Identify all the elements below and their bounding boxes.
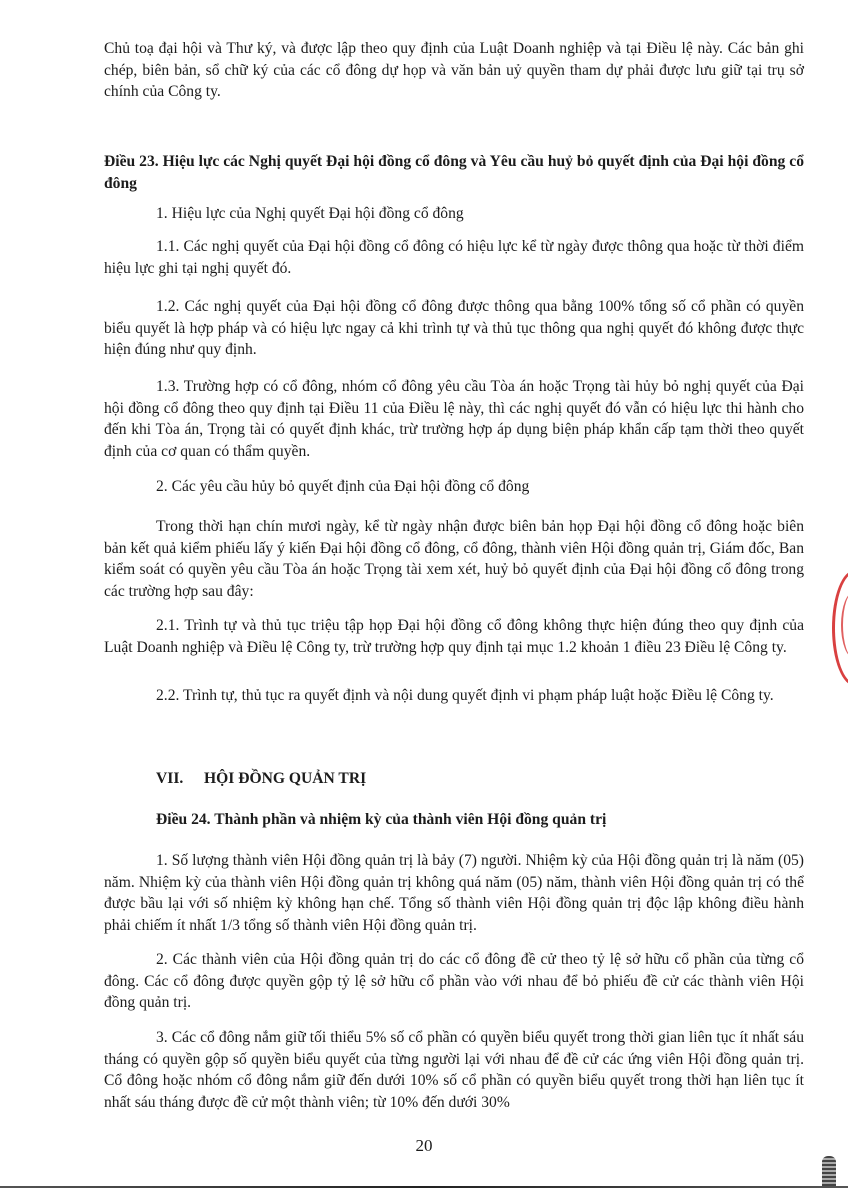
- page-number: 20: [415, 1136, 433, 1155]
- intro-paragraph: Chủ toạ đại hội và Thư ký, và được lập theo quy định của Luật Doanh nghiệp và tại Điều lệ này. Các bản ghi chép, biên bản, sổ chữ ký của các cổ đông dự họp và văn bản uỷ quyền tham dự phải được lưu giữ tại trụ sở chính của Công ty.: [104, 40, 804, 100]
- article-23-item-1: 1. Hiệu lực của Nghị quyết Đại hội đồng cổ đông: [156, 205, 464, 222]
- article-23-item-2: 2. Các yêu cầu hủy bỏ quyết định của Đại hội đồng cổ đông: [156, 478, 530, 495]
- article-23-item-1-2: 1.2. Các nghị quyết của Đại hội đồng cổ đông được thông qua bằng 100% tổng số cổ phần có quyền biểu quyết là hợp pháp và có hiệu lực ngay cả khi trình tự và thủ tục thông qua nghị quyết đó không được thực hiện đúng như quy định.: [104, 298, 804, 358]
- scan-corner-mark: [822, 1156, 836, 1186]
- article-24-item-3: 3. Các cổ đông nắm giữ tối thiểu 5% số cổ phần có quyền biểu quyết trong thời gian liên tục ít nhất sáu tháng có quyền gộp số quyền biểu quyết của từng người lại với nhau để đề cử các ứng viên Hội đồng quản trị. Cổ đông hoặc nhóm cổ đông nắm giữ đến dưới 10% số cổ phần có quyền biểu quyết trong thời hạn liên tục ít nhất sáu tháng được đề cử một thành viên; từ 10% đến dưới 30%: [104, 1029, 804, 1111]
- article-23-item-2-intro: Trong thời hạn chín mươi ngày, kể từ ngày nhận được biên bản họp Đại hội đồng cổ đông hoặc biên bản kết quả kiểm phiếu lấy ý kiến Đại hội đồng cổ đông, cổ đông, thành viên Hội đồng quản trị, Giám đốc, Ban kiểm soát có quyền yêu cầu Tòa án hoặc Trọng tài xem xét, huỷ bỏ quyết định của Đại hội đồng cổ đông trong các trường hợp sau đây:: [104, 518, 804, 600]
- section-vii-heading: [104, 768, 804, 790]
- section-title: HỘI ĐỒNG QUẢN TRỊ: [204, 770, 367, 787]
- article-24-item-1: 1. Số lượng thành viên Hội đồng quản trị là bảy (7) người. Nhiệm kỳ của Hội đồng quản trị là năm (05) năm. Nhiệm kỳ của thành viên Hội đồng quản trị không quá năm (05) năm, thành viên Hội đồng quản trị có thể được bầu lại với số nhiệm kỳ không hạn chế. Tổng số thành viên Hội đồng quản trị độc lập không điều hành phải chiếm ít nhất 1/3 tổng số thành viên Hội đồng quản trị.: [104, 852, 804, 934]
- section-number: VII.: [156, 770, 184, 787]
- article-23-item-2-2: 2.2. Trình tự, thủ tục ra quyết định và nội dung quyết định vi phạm pháp luật hoặc Điều lệ Công ty.: [156, 687, 774, 704]
- article-23-item-1-3: 1.3. Trường hợp có cổ đông, nhóm cổ đông yêu cầu Tòa án hoặc Trọng tài hủy bỏ nghị quyết của Đại hội đồng cổ đông theo quy định tại Điều 11 của Điều lệ này, thì các nghị quyết đó vẫn có hiệu lực thi hành cho đến khi Tòa án, Trọng tài có quyết định khác, trừ trường hợp áp dụng biện pháp khẩn cấp tạm thời theo quyết định của cơ quan có thẩm quyền.: [104, 378, 804, 460]
- article-23-item-2-1: 2.1. Trình tự và thủ tục triệu tập họp Đại hội đồng cổ đông không thực hiện đúng theo quy định của Luật Doanh nghiệp và Điều lệ Công ty, trừ trường hợp quy định tại mục 1.2 khoản 1 điều 23 Điều lệ Công ty.: [104, 617, 804, 656]
- article-24-item-2: 2. Các thành viên của Hội đồng quản trị do các cổ đông đề cử theo tỷ lệ sở hữu cổ phần của từng cổ đông. Các cổ đông được quyền gộp tỷ lệ sở hữu cổ phần vào với nhau để bỏ phiếu đề cử các thành viên Hội đồng quản trị.: [104, 951, 804, 1011]
- article-23-title: Điều 23. Hiệu lực các Nghị quyết Đại hội đồng cổ đông và Yêu cầu huỷ bỏ quyết định của Đại hội đồng cổ đông: [104, 153, 804, 192]
- article-24-title: Điều 24. Thành phần và nhiệm kỳ của thành viên Hội đồng quản trị: [156, 811, 607, 828]
- page-bottom-edge: [0, 1186, 848, 1188]
- article-23-item-1-1: 1.1. Các nghị quyết của Đại hội đồng cổ đông có hiệu lực kể từ ngày được thông qua hoặc từ thời điểm hiệu lực ghi tại nghị quyết đó.: [104, 238, 804, 277]
